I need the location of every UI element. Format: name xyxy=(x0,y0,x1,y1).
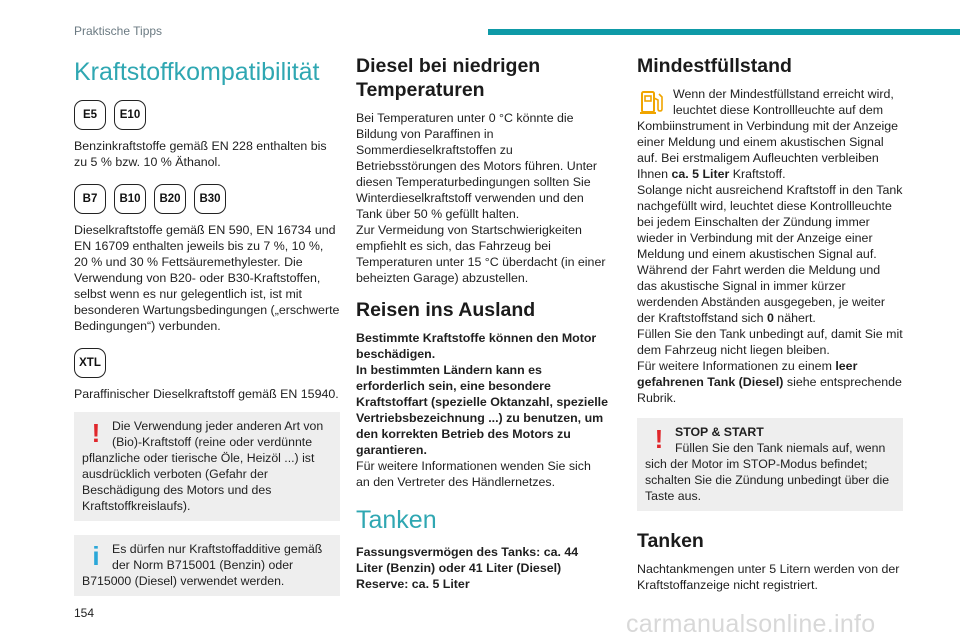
minimum-level-text-3: Füllen Sie den Tank unbedingt auf, damit Sie mit dem Fahrzeug nicht liegen bleiben. xyxy=(637,327,903,357)
badge-b20: B20 xyxy=(154,184,186,214)
watermark: carmanualsonline.info xyxy=(626,610,876,638)
minimum-level-text-4: Für weitere Informationen zu einem leer gefahrenen Tank (Diesel) siehe entsprechende Rubrik. xyxy=(637,359,902,405)
column-minimum-level xyxy=(637,54,903,593)
petrol-badges xyxy=(74,100,340,130)
badge-e10: E10 xyxy=(114,100,146,130)
travel-text: Für weitere Informationen wenden Sie sich an den Vertreter des Händlernetzes. xyxy=(356,459,591,489)
fuel-pump-warning-icon xyxy=(637,86,667,118)
warning-text: Die Verwendung jeder anderen Art von (Bio)-Kraftstoff (reine oder verdünnte pflanzliche oder tierische Öle, Heizöl ...) ist ausdrücklich verboten (Gefahr der Beschädigung des Motors und des Kraftstoffkreislaufs). xyxy=(82,419,324,513)
diesel-badges xyxy=(74,184,340,214)
stop-start-title: STOP & START xyxy=(675,425,764,439)
refuel-title-col3: Tanken xyxy=(637,530,704,552)
xtl-text: Paraffinischer Dieselkraftstoff gemäß EN 15940. xyxy=(74,387,339,401)
header-accent-bar xyxy=(488,29,960,35)
travel-bold-text: Bestimmte Kraftstoffe können den Motor beschädigen. In bestimmten Ländern kann es erforderlich sein, eine besondere Kraftstoffart (spezielle Oktanzahl, spezielle Vertriebsbezeichnung ...) zu benutzen, um den korrekten Betrieb des Motors zu garantieren. xyxy=(356,331,609,457)
column-diesel-travel xyxy=(356,54,608,592)
info-text: Es dürfen nur Kraftstoffadditive gemäß der Norm B715001 (Benzin) oder B715000 (Diesel) verwendet werden. xyxy=(82,542,323,588)
warning-icon: ! xyxy=(91,418,101,448)
page-number: 154 xyxy=(74,606,95,620)
travel-title: Reisen ins Ausland xyxy=(356,299,536,321)
badge-e5: E5 xyxy=(74,100,106,130)
stop-start-text: Füllen Sie den Tank niemals auf, wenn sich der Motor im STOP-Modus befindet; schalten Sie die Zündung unbedingt über die Taste aus. xyxy=(645,441,890,503)
diesel-low-temp-text-1: Bei Temperaturen unter 0 °C könnte die Bildung von Paraffinen in Sommerdieselkraftstoffen zu Betriebsstörungen des Motors führen. Unter diesen Temperaturbedingungen sollten Sie Winterdieselkraftstoff verwenden und den Tank über 50 % gefüllt halten. xyxy=(356,111,598,221)
running-header: Praktische Tipps xyxy=(74,24,163,38)
diesel-text: Dieselkraftstoffe gemäß EN 590, EN 16734 und EN 16709 enthalten jeweils bis zu 7 %, 10 %, 20 % und 30 % Fettsäuremethylester. Die Verwendung von B20- oder B30-Kraftstoffen, selbst wenn es nur gelegentlich ist, ist mit besonderen Wartungsbedingungen („erschwerte Bedingungen“) verbunden. xyxy=(74,223,340,333)
minimum-level-text-1: Wenn der Mindestfüllstand erreicht wird, leuchtet diese Kontrollleuchte auf dem Kombiinstrument in Verbindung mit der Anzeige einer Meldung und einem akustischen Signal auf. Bei erstmaligem Aufleuchten verbleiben Ihnen ca. 5 Liter Kraftstoff. xyxy=(637,87,899,181)
xtl-badges xyxy=(74,348,340,378)
compatibility-title: Kraftstoffkompatibilität xyxy=(74,58,320,86)
diesel-low-temp-text-2: Zur Vermeidung von Startschwierigkeiten empfiehlt es sich, das Fahrzeug bei Temperaturen unter 15 °C überdacht (in einer beheizten Garage) abzustellen. xyxy=(356,223,606,285)
warning-icon: ! xyxy=(654,424,664,454)
warning-note xyxy=(74,412,340,521)
info-icon: i xyxy=(92,541,100,571)
petrol-text: Benzinkraftstoffe gemäß EN 228 enthalten bis zu 5 % bzw. 10 % Äthanol. xyxy=(74,139,327,169)
badge-b30: B30 xyxy=(194,184,226,214)
minimum-level-title: Mindestfüllstand xyxy=(637,55,792,77)
badge-b7: B7 xyxy=(74,184,106,214)
refuel-text: Nachtankmengen unter 5 Litern werden von der Kraftstoffanzeige nicht registriert. xyxy=(637,562,900,592)
refuel-title-col2: Tanken xyxy=(356,506,437,534)
diesel-low-temp-title: Diesel bei niedrigen Temperaturen xyxy=(356,55,541,101)
info-note xyxy=(74,535,340,596)
badge-xtl: XTL xyxy=(74,348,106,378)
stop-start-note xyxy=(637,418,903,511)
tank-capacity-text: Fassungsvermögen des Tanks: ca. 44 Liter (Benzin) oder 41 Liter (Diesel) Reserve: ca. 5 Liter xyxy=(356,545,579,591)
minimum-level-text-2: Solange nicht ausreichend Kraftstoff in den Tank nachgefüllt wird, leuchtet diese Kontrollleuchte bei jedem Einschalten der Zündung immer wieder in Verbindung mit der Anzeige einer Meldung und einem akustischen Signal auf. Während der Fahrt werden die Meldung und das akustische Signal in immer kürzer werdenden Abständen ausgegeben, je weiter der Kraftstoffstand sich 0 nähert. xyxy=(637,183,903,325)
badge-b10: B10 xyxy=(114,184,146,214)
column-compatibility xyxy=(74,54,340,596)
